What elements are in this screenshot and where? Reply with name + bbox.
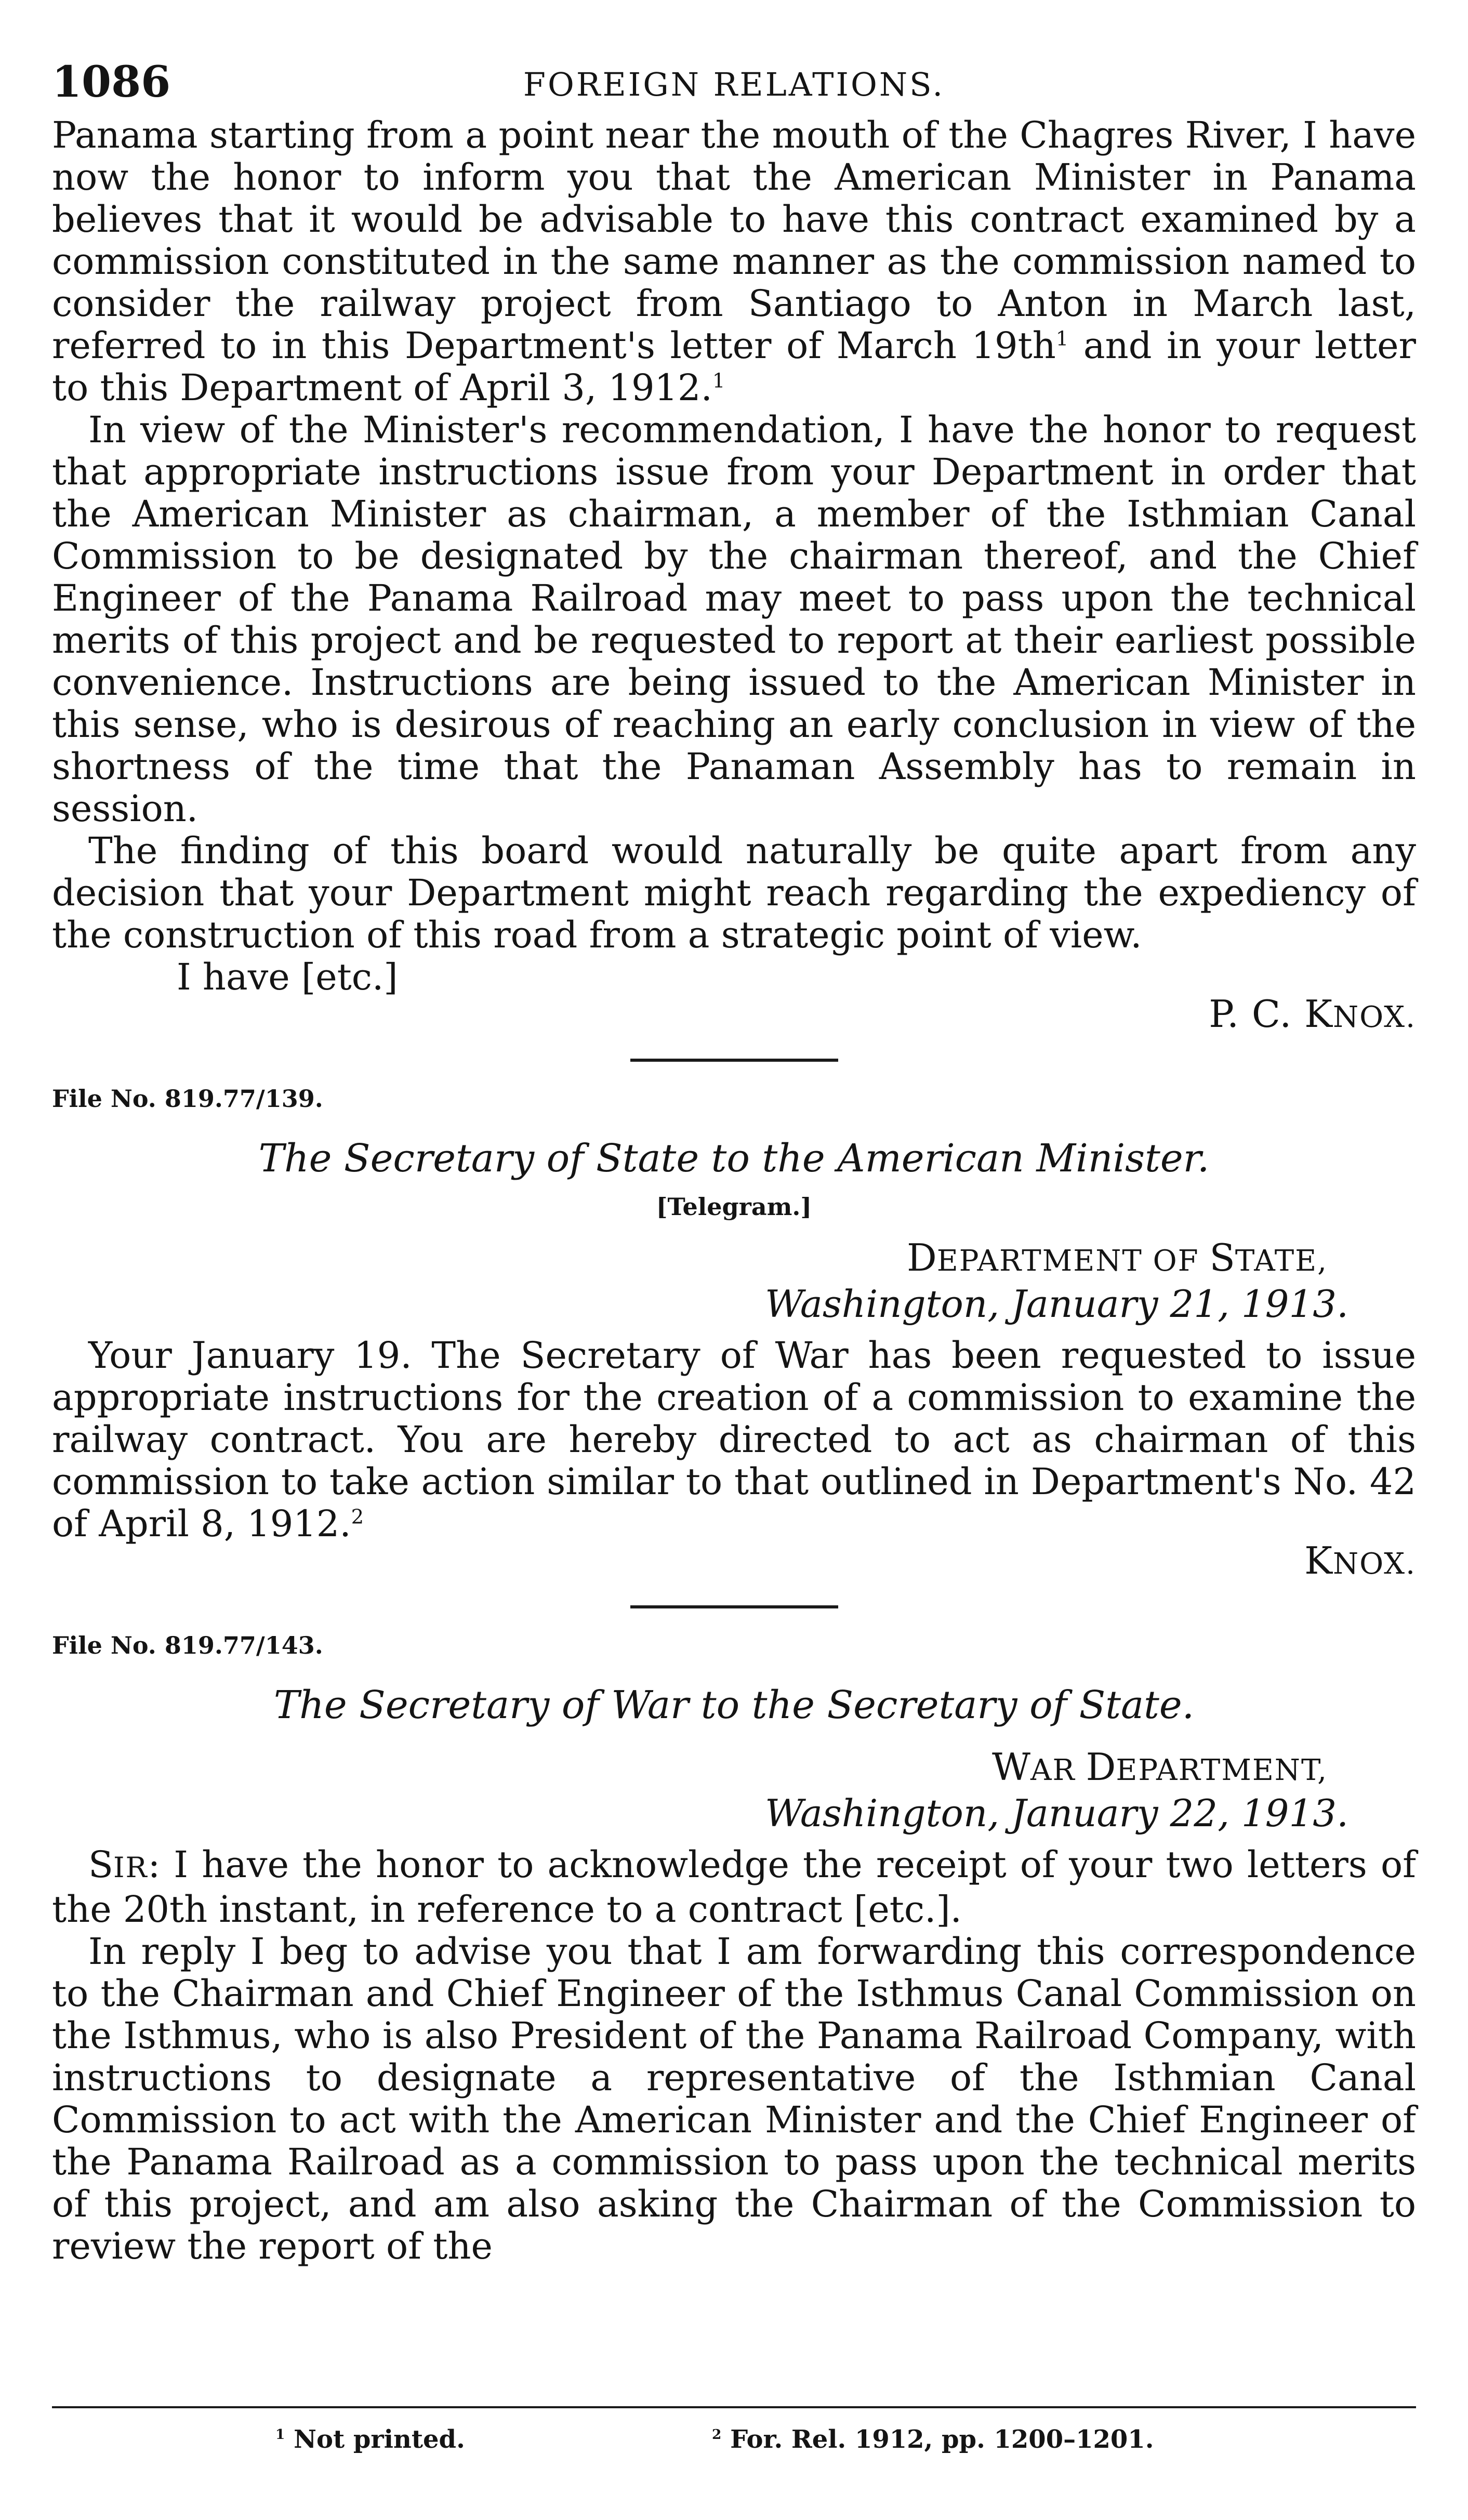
running-title: FOREIGN RELATIONS.	[523, 65, 945, 103]
dateline: Washington, January 22, 1913.	[765, 1791, 1348, 1835]
signature-knox: KNOX.	[1304, 1539, 1416, 1582]
closing-line: I have [etc.]	[177, 956, 398, 998]
footnote-1: $^1$ Not printed.	[275, 2425, 465, 2454]
sender-department: DEPARTMENT OF STATE,	[907, 1236, 1328, 1279]
signature-knox: P. C. KNOX.	[1209, 992, 1416, 1036]
file-number: File No. 819.77/139.	[52, 1085, 323, 1113]
document-heading: The Secretary of State to the American Minister.	[258, 1136, 1210, 1181]
document-heading: The Secretary of War to the Secretary of State.	[273, 1683, 1195, 1727]
section-divider	[630, 1059, 838, 1062]
paragraph-finding: The finding of this board would naturally be quite apart from any decision that your Department might reach regarding the expediency of the construction of this road from a strategic point of view.	[52, 829, 1416, 956]
paragraph-continuation: Panama starting from a point near the mouth of the Chagres River, I have now the honor to inform you that the American Minister in Panama believes that it would be advisable to have this contract examined by a commission constituted in the same manner as the commission named to consider the railway project from Santiago to Anton in March last, referred to in this Department's letter of March $19th^1$ and in your letter to this Department of April 3, 1912.$^1$	[52, 114, 1416, 409]
footnote-2: $^2$ For. Rel. 1912, pp. 1200–1201.	[712, 2425, 1154, 2454]
file-number: File No. 819.77/143.	[52, 1631, 323, 1659]
document-page	[52, 57, 1416, 2454]
sender-department: WAR DEPARTMENT,	[991, 1745, 1328, 1789]
paragraph-request: In view of the Minister's recommendation, I have the honor to request that appropriate instructions issue from your Department in order that the American Minister as chairman, a member of the Isthmian Canal Commission to be designated by the chairman thereof, and the Chief Engineer of the Panama Railroad may meet to pass upon the technical merits of this project and be requested to report at their earliest possible convenience. Instructions are being issued to the American Minister in this sense, who is desirous of reaching an early conclusion in view of the shortness of the time that the Panaman Assembly has to remain in session.	[52, 408, 1416, 830]
paragraph-reply: In reply I beg to advise you that I am forwarding this correspondence to the Chairman and Chief Engineer of the Isthmus Canal Commission on the Isthmus, who is also President of the Panama Railroad Company, with instructions to designate a representative of the Isthmian Canal Commission to act with the American Minister and the Chief Engineer of the Panama Railroad as a commission to pass upon the technical merits of this project, and am also asking the Chairman of the Commission to review the report of the	[52, 1930, 1416, 2267]
footnote-divider	[52, 2406, 1416, 2408]
paragraph-acknowledgement: SIR: I have the honor to acknowledge the receipt of your two letters of the 20th instant, in reference to a contract [etc.].	[52, 1843, 1416, 1931]
document-type-label: [Telegram.]	[656, 1193, 812, 1221]
dateline: Washington, January 21, 1913.	[765, 1282, 1348, 1326]
section-divider	[630, 1605, 838, 1608]
footnote-ref[interactable]: 1	[1055, 327, 1069, 351]
telegram-body: Your January 19. The Secretary of War has been requested to issue appropriate instructions for the creation of a commission to examine the railway contract. You are hereby directed to act as chairman of this commission to take action similar to that outlined in Department's No. 42 of April 8, 1912.$^2$	[52, 1334, 1416, 1545]
running-head	[52, 57, 1416, 114]
page-number: 1086	[52, 57, 171, 107]
footnote-ref[interactable]: 2	[351, 1505, 364, 1529]
footnote-ref[interactable]: 1	[712, 369, 725, 393]
